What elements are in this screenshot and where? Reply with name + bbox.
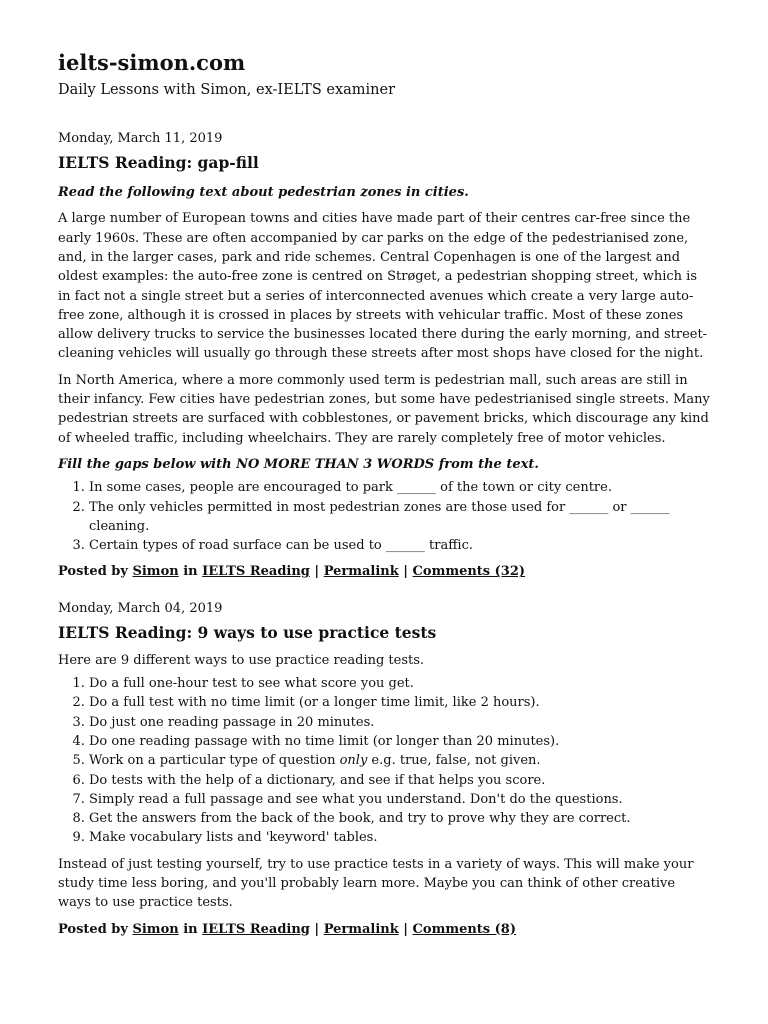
comments-link[interactable]: Comments (8) xyxy=(412,921,516,937)
site-description: Daily Lessons with Simon, ex-IELTS examiner xyxy=(58,82,396,99)
post-paragraph: In North America, where a more commonly used term is pedestrian mall, such areas are still in their infancy. Few cities have pedestrian zones, but some have pedestrianised single streets. Many pedestrian streets are surfaced with cobblestones, or pavement bricks, which discourage any kind of wheeled traffic, including wheelchairs. They are rarely completely free of motor vehicles. xyxy=(58,372,710,446)
post-instruction: Fill the gaps below with NO MORE THAN 3 WORDS from the text. xyxy=(58,456,539,472)
post-footer xyxy=(58,562,710,581)
list-item: 3. Do just one reading passage in 20 minutes. xyxy=(89,713,710,732)
post-footer xyxy=(58,920,710,939)
comments-link[interactable]: Comments (32) xyxy=(412,564,526,580)
post-practice-tests xyxy=(58,601,710,939)
post-gap-fill xyxy=(58,131,710,582)
permalink-link[interactable]: Permalink xyxy=(323,564,399,580)
post-paragraph: A large number of European towns and cities have made part of their centres car-free since the early 1960s. These are often accompanied by car parks on the edge of the pedestrianised zone, and, in the larger cases, park and ride schemes. Central Copenhagen is one of the largest and oldest examples: the auto-free zone is centred on Strøget, a pedestrian shopping street, which is in fact not a single street but a series of interconnected avenues which create a very large auto-free zone, although it is crossed in places by streets with vehicular traffic. Most of these zones allow delivery trucks to service the businesses located there during the early morning, and street-cleaning vehicles will usually go through these streets after most shops have closed for the night. xyxy=(58,211,708,362)
category-link[interactable]: IELTS Reading xyxy=(202,921,310,937)
posted-by-label: Posted by xyxy=(58,564,128,580)
in-label: in xyxy=(183,921,198,937)
list-item xyxy=(89,751,710,770)
item-text: Work on a particular type of question xyxy=(89,753,340,769)
separator: | xyxy=(314,921,320,937)
posted-by-label: Posted by xyxy=(58,921,128,937)
site-title[interactable]: ielts-simon.com xyxy=(58,50,246,75)
list-item: 6. Do tests with the help of a dictionary, and see if that helps you score. xyxy=(89,771,710,790)
list-item: 3. Certain types of road surface can be used to ______ traffic. xyxy=(89,536,710,555)
list-item: 2. Do a full test with no time limit (or a longer time limit, like 2 hours). xyxy=(89,693,710,712)
list-item: 8. Get the answers from the back of the book, and try to prove why they are correct. xyxy=(89,809,710,828)
ways-list xyxy=(58,674,710,848)
list-item: 1. Do a full one-hour test to see what score you get. xyxy=(89,674,710,693)
post-paragraph: Instead of just testing yourself, try to use practice tests in a variety of ways. This will make your study time less boring, and you'll probably learn more. Maybe you can think of other creative ways to use practice tests. xyxy=(58,856,694,911)
question-list xyxy=(58,478,710,555)
separator: | xyxy=(314,564,320,580)
separator: | xyxy=(403,921,409,937)
post-intro: Here are 9 different ways to use practice reading tests. xyxy=(58,652,425,668)
emphasis-text: only xyxy=(339,753,368,769)
separator: | xyxy=(403,564,409,580)
list-item: 9. Make vocabulary lists and 'keyword' tables. xyxy=(89,828,710,847)
post-title[interactable]: IELTS Reading: 9 ways to use practice tests xyxy=(58,622,437,642)
post-title[interactable]: IELTS Reading: gap-fill xyxy=(58,152,259,172)
item-text: e.g. true, false, not given. xyxy=(367,753,541,769)
list-item: 7. Simply read a full passage and see what you understand. Don't do the questions. xyxy=(89,790,710,809)
post-date: Monday, March 04, 2019 xyxy=(58,600,223,616)
author-link[interactable]: Simon xyxy=(132,921,179,937)
permalink-link[interactable]: Permalink xyxy=(323,921,399,937)
category-link[interactable]: IELTS Reading xyxy=(202,564,310,580)
post-intro: Read the following text about pedestrian zones in cities. xyxy=(58,185,469,201)
list-item: 2. The only vehicles permitted in most pedestrian zones are those used for ______ or ______ cleaning. xyxy=(89,498,710,537)
list-item: 1. In some cases, people are encouraged to park ______ of the town or city centre. xyxy=(89,478,710,497)
in-label: in xyxy=(183,564,198,580)
author-link[interactable]: Simon xyxy=(132,564,179,580)
post-date: Monday, March 11, 2019 xyxy=(58,131,223,147)
list-item: 4. Do one reading passage with no time limit (or longer than 20 minutes). xyxy=(89,732,710,751)
